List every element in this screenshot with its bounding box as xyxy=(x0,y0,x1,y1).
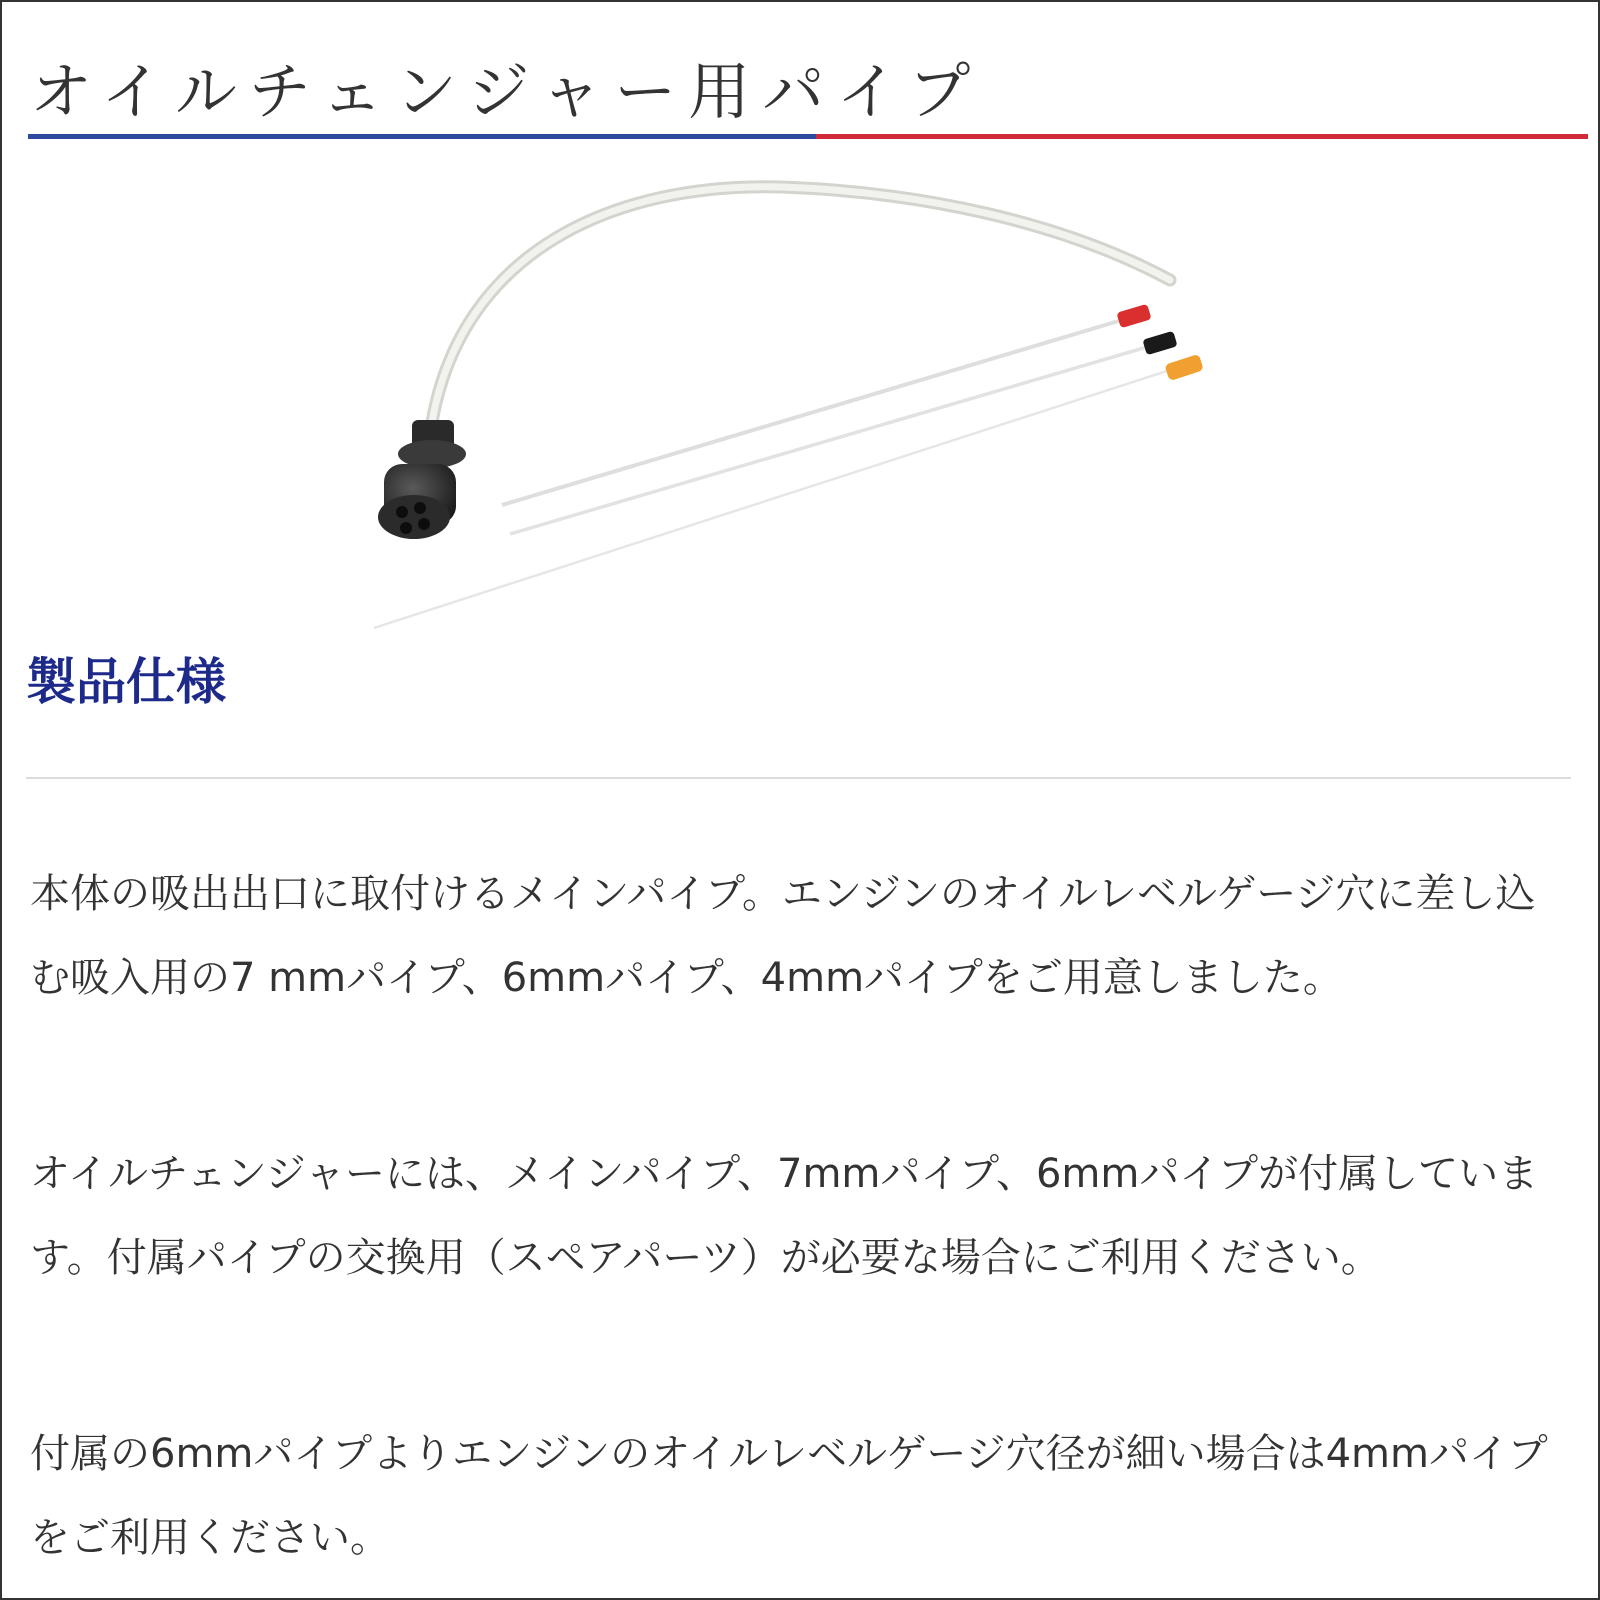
spec-paragraph: オイルチェンジャーには、メインパイプ、7mmパイプ、6mmパイプが付属しています。付属パイプの交換用（スペアパーツ）が必要な場合にご利用ください。 xyxy=(30,1151,1539,1281)
pipe-4mm xyxy=(374,370,1170,628)
pipe-7mm xyxy=(502,320,1122,505)
pipe-cap xyxy=(378,420,466,539)
spec-paragraph: 本体の吸出出口に取付けるメインパイプ。エンジンのオイルレベルゲージ穴に差し込む吸入用の7 mmパイプ、6mmパイプ、4mmパイプをご用意しました。 xyxy=(30,871,1536,1001)
section-heading-specs: 製品仕様 xyxy=(26,653,226,711)
title-underline xyxy=(28,134,1588,139)
tip-red xyxy=(1116,304,1151,328)
main-pipe xyxy=(432,187,1170,422)
tip-orange xyxy=(1164,354,1203,381)
page-title: オイルチェンジャー用パイプ xyxy=(30,55,983,128)
product-photo xyxy=(362,172,1242,652)
title-underline-blue xyxy=(28,134,816,139)
pipe-6mm xyxy=(510,347,1147,534)
tip-black xyxy=(1142,331,1177,355)
spec-paragraph: 付属の6mmパイプよりエンジンのオイルレベルゲージ穴径が細い場合は4mmパイプをご利用ください。 xyxy=(30,1431,1548,1561)
title-underline-red xyxy=(816,134,1588,139)
divider xyxy=(26,777,1571,779)
